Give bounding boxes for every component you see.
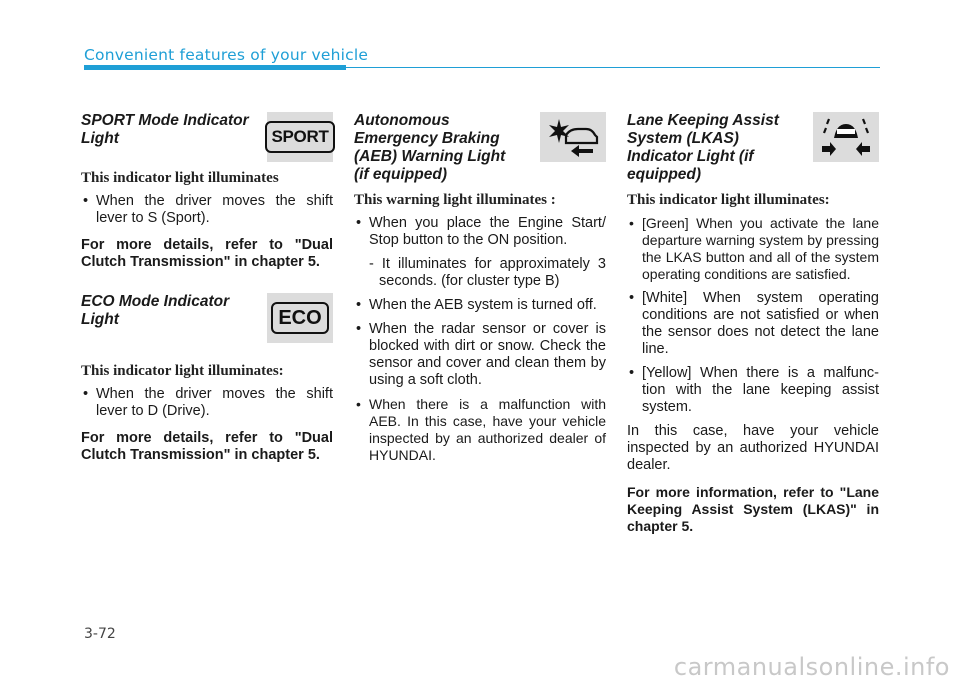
aeb-section-header bbox=[354, 112, 606, 184]
page-number: 3-72 bbox=[84, 626, 116, 642]
aeb-bullet-3: • When the radar sensor or cover is blocked with dirt or snow. Check the sensor and cover and clean them by using a soft cloth. bbox=[354, 321, 606, 389]
sport-section-header bbox=[81, 112, 333, 162]
watermark: carmanualsonline.info bbox=[673, 653, 950, 681]
lkas-section-header bbox=[627, 112, 879, 184]
header-rule-thin bbox=[346, 67, 880, 68]
aeb-lead: This warning light illuminates : bbox=[354, 192, 556, 208]
lkas-bullets bbox=[627, 215, 879, 416]
eco-note: For more details, refer to "Dual Clutch Transmission" in chapter 5. bbox=[81, 430, 333, 463]
lkas-lead: This indicator light illuminates: bbox=[627, 192, 830, 208]
aeb-bullet-1: • When you place the Engine Start/ Stop button to the ON position. bbox=[354, 215, 606, 249]
lkas-note: For more information, refer to "Lane Keeping Assist System (LKAS)" in chapter 5. bbox=[627, 484, 879, 534]
lkas-bullet-white: • [White] When system operating conditions are not satisfied or when the sensor does not detect the lane line. bbox=[627, 290, 879, 358]
column-left bbox=[81, 112, 333, 464]
sport-bullet: • When the driver moves the shift lever to S (Sport). bbox=[81, 193, 333, 227]
lkas-bullet-green: • [Green] When you activate the lane departure warning system by pressing the LKAS button and all of the system operating conditions are satisfied. bbox=[627, 215, 879, 283]
aeb-bullets-cont bbox=[354, 297, 606, 464]
column-right bbox=[627, 112, 879, 535]
sport-indicator-icon bbox=[267, 112, 333, 162]
lkas-paragraph: In this case, have your vehicle inspected by an authorized HYUNDAI dealer. bbox=[627, 423, 879, 473]
aeb-warning-icon-svg bbox=[544, 115, 602, 159]
eco-bullet: • When the driver moves the shift lever to D (Drive). bbox=[81, 386, 333, 420]
section-header-title: Convenient features of your vehicle bbox=[84, 46, 369, 64]
lkas-section-title: Lane Keeping Assist System (LKAS) Indicator Light (if equipped) bbox=[627, 112, 779, 183]
aeb-section-title: Autonomous Emergency Braking (AEB) Warning Light (if equipped) bbox=[354, 112, 506, 183]
aeb-bullet-4: • When there is a malfunction with AEB. In this case, have your vehicle inspected by an authorized dealer of HYUNDAI. bbox=[354, 396, 606, 464]
sport-note: For more details, refer to "Dual Clutch Transmission" in chapter 5. bbox=[81, 237, 333, 270]
aeb-bullets bbox=[354, 215, 606, 249]
eco-lead: This indicator light illuminates: bbox=[81, 363, 284, 379]
aeb-warning-icon bbox=[540, 112, 606, 162]
column-middle bbox=[354, 112, 606, 471]
lkas-indicator-icon bbox=[813, 112, 879, 162]
lkas-indicator-icon-svg bbox=[816, 114, 876, 160]
sport-bullets bbox=[81, 193, 333, 227]
header-rule-thick bbox=[84, 65, 346, 70]
sport-icon-text: SPORT bbox=[265, 121, 334, 153]
sport-lead: This indicator light illuminates bbox=[81, 170, 279, 186]
aeb-bullet-2: • When the AEB system is turned off. bbox=[354, 297, 606, 314]
aeb-subitem-1: - It illuminates for approximately 3 seconds. (for cluster type B) bbox=[369, 256, 606, 289]
eco-section-title: ECO Mode Indicator Light bbox=[81, 293, 230, 328]
eco-indicator-icon bbox=[267, 293, 333, 343]
sport-section-title: SPORT Mode Indicator Light bbox=[81, 112, 249, 147]
eco-bullets bbox=[81, 386, 333, 420]
eco-section-header bbox=[81, 293, 333, 343]
eco-icon-text: ECO bbox=[271, 302, 328, 334]
lkas-bullet-yellow: • [Yellow] When there is a malfunc- tion with the lane keeping assist system. bbox=[627, 365, 879, 416]
